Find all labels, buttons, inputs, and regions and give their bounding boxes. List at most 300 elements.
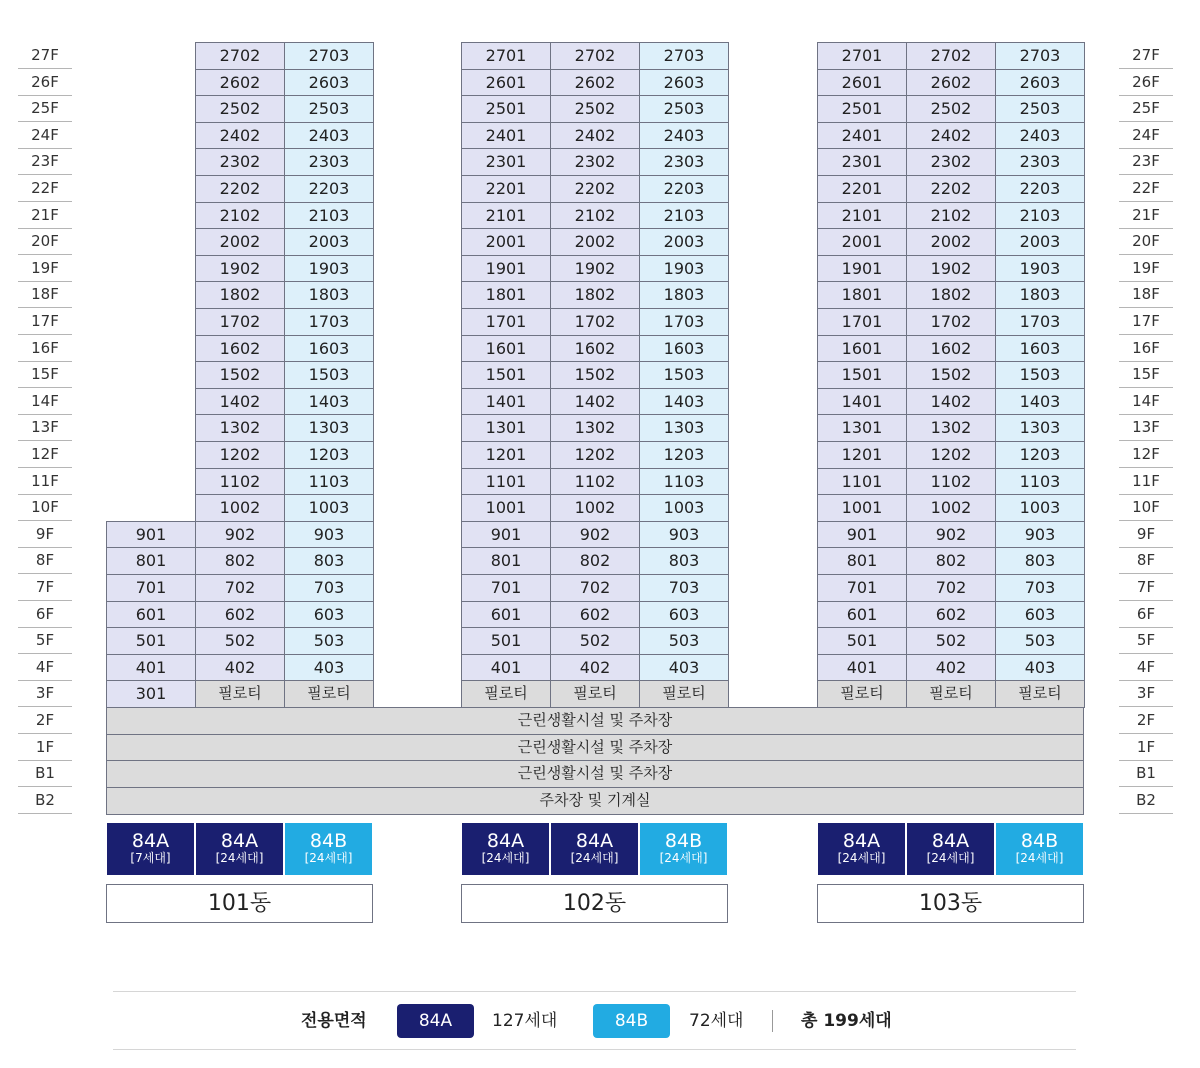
floor-label-right: 11F <box>1119 468 1173 495</box>
podium-row: 근린생활시설 및 주차장 <box>106 760 1084 788</box>
unit-cell: 1502 <box>195 361 285 389</box>
unit-cell: 1803 <box>639 281 729 309</box>
unit-cell: 2102 <box>195 202 285 230</box>
floor-label-left: 1F <box>18 734 72 761</box>
unit-type-code: 84A <box>220 830 259 852</box>
building-name: 103동 <box>817 884 1084 923</box>
unit-cell: 1003 <box>995 494 1085 522</box>
unit-cell: 2602 <box>906 69 996 97</box>
unit-cell: 701 <box>106 574 196 602</box>
floor-label-left: 2F <box>18 707 72 734</box>
unit-cell: 2601 <box>461 69 551 97</box>
unit-cell: 401 <box>817 654 907 682</box>
unit-cell: 2301 <box>817 148 907 176</box>
unit-type-badge <box>195 822 284 876</box>
building-name: 102동 <box>461 884 728 923</box>
unit-cell: 1903 <box>639 255 729 283</box>
unit-cell: 2001 <box>461 228 551 256</box>
unit-cell: 2501 <box>461 95 551 123</box>
unit-cell: 2002 <box>550 228 640 256</box>
unit-cell: 1701 <box>817 308 907 336</box>
unit-cell: 1302 <box>195 414 285 442</box>
floor-label-right: 22F <box>1119 175 1173 202</box>
floor-label-right: 20F <box>1119 228 1173 255</box>
floor-label-left: 12F <box>18 441 72 468</box>
unit-cell: 1901 <box>461 255 551 283</box>
pilotis-cell: 필로티 <box>195 680 285 708</box>
legend-type-b-count: 72세대 <box>689 1011 744 1031</box>
unit-cell: 2003 <box>995 228 1085 256</box>
unit-cell: 1903 <box>995 255 1085 283</box>
unit-cell: 1402 <box>550 388 640 416</box>
unit-cell: 1202 <box>195 441 285 469</box>
floor-label-right: 15F <box>1119 361 1173 388</box>
podium-row: 주차장 및 기계실 <box>106 787 1084 815</box>
unit-cell: 803 <box>995 547 1085 575</box>
unit-cell: 603 <box>639 601 729 629</box>
floor-label-right: 5F <box>1119 627 1173 654</box>
floor-label-right: B1 <box>1119 760 1173 787</box>
unit-cell: 2603 <box>995 69 1085 97</box>
unit-cell: 1001 <box>461 494 551 522</box>
unit-cell: 2503 <box>284 95 374 123</box>
unit-cell: 1503 <box>995 361 1085 389</box>
legend-separator <box>772 1010 773 1032</box>
unit-cell: 1001 <box>817 494 907 522</box>
floor-label-left: 13F <box>18 414 72 441</box>
unit-cell: 1401 <box>461 388 551 416</box>
unit-cell: 1703 <box>284 308 374 336</box>
unit-cell: 703 <box>995 574 1085 602</box>
floor-label-left: 6F <box>18 601 72 628</box>
unit-type-badge <box>639 822 728 876</box>
unit-cell: 2403 <box>639 122 729 150</box>
floor-label-right: 18F <box>1119 281 1173 308</box>
unit-cell: 2502 <box>550 95 640 123</box>
unit-cell: 1603 <box>995 335 1085 363</box>
floor-label-right: 14F <box>1119 388 1173 415</box>
floor-label-right: 13F <box>1119 414 1173 441</box>
unit-cell: 2401 <box>817 122 907 150</box>
unit-type-count: [24세대] <box>837 851 886 865</box>
unit-type-count: [24세대] <box>304 851 353 865</box>
unit-cell: 2302 <box>550 148 640 176</box>
unit-cell: 601 <box>106 601 196 629</box>
unit-cell: 1403 <box>995 388 1085 416</box>
floor-label-left: 22F <box>18 175 72 202</box>
floor-label-left: 4F <box>18 654 72 681</box>
unit-cell: 1603 <box>284 335 374 363</box>
unit-cell: 1601 <box>461 335 551 363</box>
unit-cell: 2102 <box>906 202 996 230</box>
unit-cell: 1402 <box>906 388 996 416</box>
unit-cell: 1703 <box>995 308 1085 336</box>
unit-cell: 2202 <box>550 175 640 203</box>
unit-cell: 1002 <box>195 494 285 522</box>
unit-type-badge <box>817 822 906 876</box>
unit-cell: 1303 <box>995 414 1085 442</box>
floor-label-right: 17F <box>1119 308 1173 335</box>
unit-cell: 2501 <box>817 95 907 123</box>
unit-cell: 601 <box>461 601 551 629</box>
floor-label-right: 27F <box>1119 42 1173 69</box>
unit-cell: 1701 <box>461 308 551 336</box>
unit-cell: 1703 <box>639 308 729 336</box>
unit-cell: 601 <box>817 601 907 629</box>
unit-cell: 2602 <box>550 69 640 97</box>
unit-cell: 401 <box>106 654 196 682</box>
floor-label-left: 7F <box>18 574 72 601</box>
unit-cell: 1702 <box>195 308 285 336</box>
unit-cell: 1902 <box>195 255 285 283</box>
unit-cell: 1301 <box>817 414 907 442</box>
floor-label-left: 25F <box>18 95 72 122</box>
unit-cell: 902 <box>906 521 996 549</box>
unit-cell: 1102 <box>550 468 640 496</box>
floor-label-left: 5F <box>18 627 72 654</box>
floor-label-left: 24F <box>18 122 72 149</box>
floor-label-left: 19F <box>18 255 72 282</box>
pilotis-cell: 필로티 <box>550 680 640 708</box>
floor-label-left: B1 <box>18 760 72 787</box>
unit-cell: 1203 <box>995 441 1085 469</box>
unit-cell: 2201 <box>461 175 551 203</box>
unit-type-count: [24세대] <box>659 851 708 865</box>
unit-type-code: 84A <box>131 830 170 852</box>
unit-cell: 602 <box>550 601 640 629</box>
unit-cell: 2002 <box>906 228 996 256</box>
unit-cell: 901 <box>817 521 907 549</box>
unit-cell: 602 <box>195 601 285 629</box>
legend-type-a-count: 127세대 <box>492 1011 558 1031</box>
unit-cell: 1103 <box>639 468 729 496</box>
floor-label-right: B2 <box>1119 787 1173 814</box>
unit-cell: 503 <box>284 627 374 655</box>
unit-cell: 902 <box>550 521 640 549</box>
unit-cell: 903 <box>284 521 374 549</box>
unit-cell: 502 <box>906 627 996 655</box>
unit-cell: 802 <box>906 547 996 575</box>
floor-label-left: 14F <box>18 388 72 415</box>
unit-cell: 2103 <box>995 202 1085 230</box>
unit-cell: 2203 <box>284 175 374 203</box>
unit-cell: 2303 <box>639 148 729 176</box>
floor-label-right: 12F <box>1119 441 1173 468</box>
unit-type-count: [24세대] <box>570 851 619 865</box>
floor-label-right: 25F <box>1119 95 1173 122</box>
unit-cell: 1303 <box>284 414 374 442</box>
unit-cell: 1702 <box>906 308 996 336</box>
unit-cell: 801 <box>461 547 551 575</box>
unit-cell: 1202 <box>550 441 640 469</box>
unit-cell: 2302 <box>906 148 996 176</box>
unit-type-code: 84A <box>575 830 614 852</box>
unit-type-count: [24세대] <box>926 851 975 865</box>
unit-cell: 2401 <box>461 122 551 150</box>
unit-cell: 501 <box>817 627 907 655</box>
unit-cell: 2502 <box>906 95 996 123</box>
unit-cell: 1203 <box>639 441 729 469</box>
floor-label-left: 11F <box>18 468 72 495</box>
unit-cell: 701 <box>461 574 551 602</box>
pilotis-cell: 필로티 <box>995 680 1085 708</box>
floor-label-left: 3F <box>18 680 72 707</box>
unit-type-code: 84A <box>842 830 881 852</box>
unit-cell: 2002 <box>195 228 285 256</box>
unit-cell: 402 <box>550 654 640 682</box>
podium-row: 근린생활시설 및 주차장 <box>106 707 1084 735</box>
unit-cell: 1201 <box>817 441 907 469</box>
unit-cell: 702 <box>550 574 640 602</box>
legend-total: 총 199세대 <box>801 1011 892 1031</box>
unit-cell: 2103 <box>639 202 729 230</box>
unit-cell: 2303 <box>995 148 1085 176</box>
unit-cell: 1502 <box>550 361 640 389</box>
unit-cell: 403 <box>639 654 729 682</box>
unit-cell: 2101 <box>461 202 551 230</box>
unit-cell: 2001 <box>817 228 907 256</box>
unit-cell: 1801 <box>461 281 551 309</box>
unit-type-badge <box>995 822 1084 876</box>
unit-cell: 1502 <box>906 361 996 389</box>
unit-cell: 1102 <box>195 468 285 496</box>
floor-label-right: 24F <box>1119 122 1173 149</box>
unit-cell: 703 <box>284 574 374 602</box>
unit-cell: 1503 <box>639 361 729 389</box>
unit-cell: 1003 <box>639 494 729 522</box>
unit-cell: 1403 <box>284 388 374 416</box>
unit-cell: 603 <box>284 601 374 629</box>
building-name: 101동 <box>106 884 373 923</box>
floor-label-left: 21F <box>18 202 72 229</box>
unit-type-code: 84B <box>664 830 703 852</box>
unit-cell: 1103 <box>995 468 1085 496</box>
floor-label-right: 10F <box>1119 494 1173 521</box>
unit-cell: 1702 <box>550 308 640 336</box>
unit-cell: 501 <box>461 627 551 655</box>
unit-cell: 701 <box>817 574 907 602</box>
pilotis-cell: 필로티 <box>817 680 907 708</box>
unit-cell: 2702 <box>550 42 640 70</box>
unit-cell: 2603 <box>639 69 729 97</box>
unit-cell: 2502 <box>195 95 285 123</box>
unit-cell: 901 <box>106 521 196 549</box>
unit-cell: 802 <box>195 547 285 575</box>
floor-label-left: B2 <box>18 787 72 814</box>
unit-cell: 1802 <box>906 281 996 309</box>
pilotis-cell: 필로티 <box>906 680 996 708</box>
unit-cell: 2003 <box>639 228 729 256</box>
floor-label-right: 6F <box>1119 601 1173 628</box>
pilotis-cell: 필로티 <box>639 680 729 708</box>
floor-label-left: 16F <box>18 335 72 362</box>
unit-cell: 1401 <box>817 388 907 416</box>
unit-cell: 1602 <box>195 335 285 363</box>
unit-cell: 503 <box>995 627 1085 655</box>
unit-cell: 403 <box>995 654 1085 682</box>
floor-label-right: 8F <box>1119 547 1173 574</box>
unit-cell: 1802 <box>195 281 285 309</box>
unit-cell: 1203 <box>284 441 374 469</box>
unit-cell: 2301 <box>461 148 551 176</box>
unit-cell: 2203 <box>995 175 1085 203</box>
unit-cell: 2402 <box>906 122 996 150</box>
unit-cell: 1201 <box>461 441 551 469</box>
unit-cell: 2602 <box>195 69 285 97</box>
unit-cell: 301 <box>106 680 196 708</box>
unit-cell: 1801 <box>817 281 907 309</box>
unit-cell: 2302 <box>195 148 285 176</box>
floor-label-left: 17F <box>18 308 72 335</box>
unit-cell: 1002 <box>550 494 640 522</box>
floor-label-right: 19F <box>1119 255 1173 282</box>
unit-cell: 602 <box>906 601 996 629</box>
unit-cell: 903 <box>995 521 1085 549</box>
unit-cell: 2702 <box>195 42 285 70</box>
unit-cell: 2702 <box>906 42 996 70</box>
floor-label-right: 16F <box>1119 335 1173 362</box>
unit-cell: 2403 <box>284 122 374 150</box>
unit-cell: 1402 <box>195 388 285 416</box>
unit-cell: 801 <box>106 547 196 575</box>
unit-cell: 2503 <box>995 95 1085 123</box>
unit-cell: 1902 <box>550 255 640 283</box>
unit-cell: 2101 <box>817 202 907 230</box>
unit-cell: 2703 <box>284 42 374 70</box>
unit-cell: 2603 <box>284 69 374 97</box>
legend-label: 전용면적 <box>301 1011 367 1031</box>
unit-cell: 802 <box>550 547 640 575</box>
unit-cell: 2701 <box>817 42 907 70</box>
floor-label-left: 10F <box>18 494 72 521</box>
unit-type-badge <box>550 822 639 876</box>
unit-cell: 1302 <box>550 414 640 442</box>
unit-cell: 2103 <box>284 202 374 230</box>
unit-cell: 1301 <box>461 414 551 442</box>
floor-label-left: 26F <box>18 69 72 96</box>
unit-cell: 2601 <box>817 69 907 97</box>
unit-cell: 1302 <box>906 414 996 442</box>
unit-cell: 1202 <box>906 441 996 469</box>
floor-label-left: 18F <box>18 281 72 308</box>
unit-cell: 2003 <box>284 228 374 256</box>
unit-type-count: [24세대] <box>1015 851 1064 865</box>
floor-label-right: 21F <box>1119 202 1173 229</box>
unit-cell: 1101 <box>461 468 551 496</box>
unit-type-count: [7세대] <box>130 851 171 865</box>
unit-cell: 503 <box>639 627 729 655</box>
unit-cell: 1602 <box>550 335 640 363</box>
floor-label-left: 8F <box>18 547 72 574</box>
unit-type-badge <box>906 822 995 876</box>
unit-cell: 2202 <box>906 175 996 203</box>
floor-label-left: 15F <box>18 361 72 388</box>
unit-type-code: 84A <box>486 830 525 852</box>
floor-label-right: 2F <box>1119 707 1173 734</box>
unit-type-badge <box>461 822 550 876</box>
pilotis-cell: 필로티 <box>461 680 551 708</box>
unit-cell: 1501 <box>817 361 907 389</box>
unit-cell: 402 <box>195 654 285 682</box>
unit-cell: 603 <box>995 601 1085 629</box>
unit-cell: 2703 <box>639 42 729 70</box>
unit-cell: 903 <box>639 521 729 549</box>
unit-cell: 1103 <box>284 468 374 496</box>
unit-cell: 1802 <box>550 281 640 309</box>
floor-label-right: 3F <box>1119 680 1173 707</box>
unit-type-code: 84B <box>1020 830 1059 852</box>
unit-type-count: [24세대] <box>481 851 530 865</box>
legend-type-a-badge: 84A <box>397 1004 474 1038</box>
unit-type-badge <box>284 822 373 876</box>
unit-cell: 403 <box>284 654 374 682</box>
unit-cell: 1003 <box>284 494 374 522</box>
unit-cell: 901 <box>461 521 551 549</box>
legend-type-b-badge: 84B <box>593 1004 670 1038</box>
unit-cell: 902 <box>195 521 285 549</box>
unit-cell: 2503 <box>639 95 729 123</box>
unit-cell: 1803 <box>995 281 1085 309</box>
floor-label-right: 9F <box>1119 521 1173 548</box>
unit-cell: 2701 <box>461 42 551 70</box>
unit-cell: 1503 <box>284 361 374 389</box>
unit-cell: 803 <box>284 547 374 575</box>
unit-cell: 502 <box>195 627 285 655</box>
unit-cell: 702 <box>906 574 996 602</box>
unit-cell: 2402 <box>195 122 285 150</box>
unit-cell: 2203 <box>639 175 729 203</box>
floor-label-left: 20F <box>18 228 72 255</box>
podium-row: 근린생활시설 및 주차장 <box>106 734 1084 762</box>
unit-cell: 2403 <box>995 122 1085 150</box>
floor-label-right: 23F <box>1119 148 1173 175</box>
legend-bottom-divider <box>113 1049 1076 1050</box>
floor-label-right: 26F <box>1119 69 1173 96</box>
pilotis-cell: 필로티 <box>284 680 374 708</box>
unit-cell: 1603 <box>639 335 729 363</box>
unit-cell: 501 <box>106 627 196 655</box>
floor-label-right: 7F <box>1119 574 1173 601</box>
unit-cell: 803 <box>639 547 729 575</box>
unit-cell: 1902 <box>906 255 996 283</box>
unit-cell: 703 <box>639 574 729 602</box>
unit-cell: 1601 <box>817 335 907 363</box>
unit-cell: 2402 <box>550 122 640 150</box>
unit-cell: 702 <box>195 574 285 602</box>
unit-cell: 2102 <box>550 202 640 230</box>
unit-cell: 2202 <box>195 175 285 203</box>
unit-cell: 1901 <box>817 255 907 283</box>
unit-type-badge <box>106 822 195 876</box>
unit-cell: 1101 <box>817 468 907 496</box>
unit-cell: 502 <box>550 627 640 655</box>
legend-top-divider <box>113 991 1076 992</box>
unit-cell: 1002 <box>906 494 996 522</box>
floor-label-left: 9F <box>18 521 72 548</box>
unit-cell: 1602 <box>906 335 996 363</box>
unit-cell: 1903 <box>284 255 374 283</box>
unit-cell: 1403 <box>639 388 729 416</box>
unit-cell: 401 <box>461 654 551 682</box>
unit-cell: 2303 <box>284 148 374 176</box>
unit-cell: 1803 <box>284 281 374 309</box>
floor-label-left: 27F <box>18 42 72 69</box>
unit-type-code: 84B <box>309 830 348 852</box>
unit-type-count: [24세대] <box>215 851 264 865</box>
unit-cell: 1501 <box>461 361 551 389</box>
floor-label-right: 4F <box>1119 654 1173 681</box>
unit-cell: 2703 <box>995 42 1085 70</box>
